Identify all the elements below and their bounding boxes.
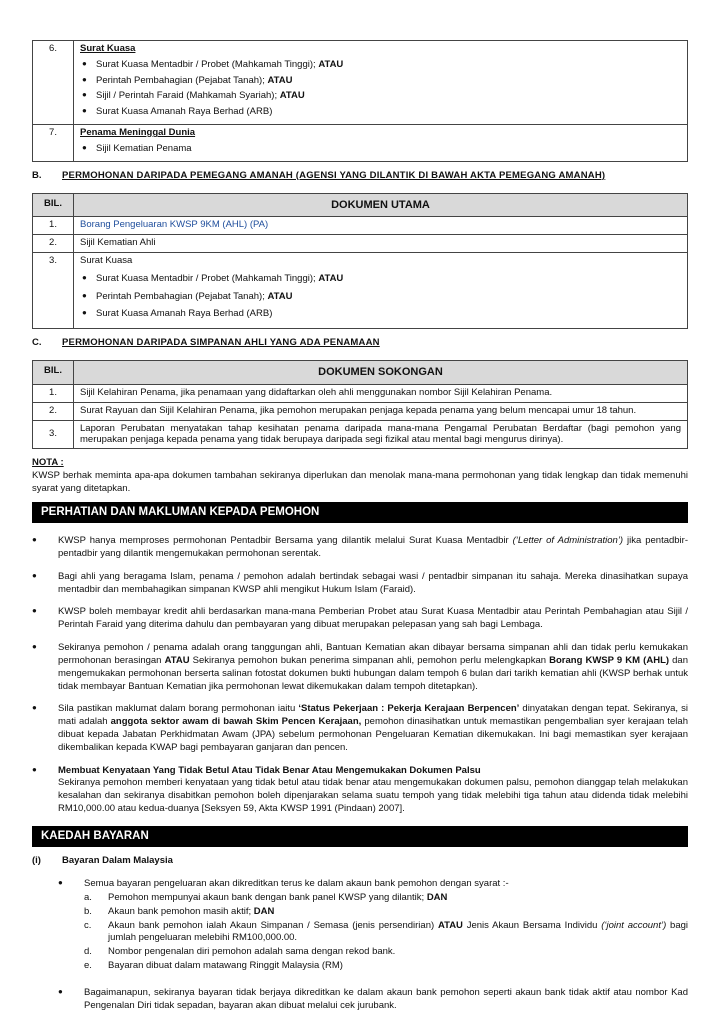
col-bil: BIL. — [33, 193, 74, 217]
bullet-icon: ● — [32, 606, 37, 616]
table-row — [33, 384, 688, 402]
list-item: ● Sijil Kematian Penama — [80, 143, 681, 156]
table-row — [33, 41, 688, 125]
row-number: 6. — [33, 41, 74, 125]
row-title: Penama Meninggal Dunia — [80, 127, 196, 139]
row-content: Surat Rayuan dan Sijil Kelahiran Penama, jika pemohon merupakan penjaga kepada penama yang belum mencapai umur 18 tahun. — [74, 402, 688, 420]
list-item: ● Surat Kuasa Amanah Raya Berhad (ARB) — [80, 308, 681, 321]
bullet-icon: ● — [32, 570, 37, 580]
bullet-icon: ● — [32, 703, 37, 713]
section-c-table — [32, 360, 688, 449]
payment-subheading: (i) Bayaran Dalam Malaysia — [32, 855, 173, 867]
warning-text: Sekiranya pemohon memberi kenyataan yang tidak betul atau tidak benar atau mengemukakan dokumen palsu, pemohon dianggap telah melakukan kesalahan dan sekiranya disabitkan pemohon boleh dipenjarakan selama suatu tempoh yang tidak melebihi tiga tahun atau didenda tidak melebihi RM10,000.00 atau kedua-duanya [Seksyen 59, Akta KWSP 1991 (Pindaan) 2007]. — [58, 777, 688, 815]
section-c-heading: C. PERMOHONAN DARIPADA SIMPANAN AHLI YANG ADA PENAMAAN — [32, 337, 380, 349]
list-item: ● Perintah Pembahagian (Pejabat Tanah); ATAU — [80, 75, 681, 88]
form-link[interactable]: Borang Pengeluaran KWSP 9KM (AHL) (PA) — [80, 219, 269, 231]
bullet-icon: ● — [32, 642, 37, 652]
col-dokumen: DOKUMEN UTAMA — [74, 193, 688, 217]
row-number: 3. — [33, 252, 74, 328]
condition-item: a. Pemohon mempunyai akaun bank dengan bank panel KWSP yang dilantik; DAN — [84, 891, 448, 903]
table-header-row — [33, 361, 688, 385]
table-row — [33, 217, 688, 235]
row-content: Laporan Perubatan menyatakan tahap kesihatan penama daripada mana-mana Pengamal Perubatan Berdaftar (bagi pemohon yang merupakan penjaga kepada penama yang tidak berupaya daripada segi fizikal atau mental bagi mengurus dirinya). — [74, 420, 688, 449]
bullet-icon: ● — [32, 535, 37, 545]
list-item: ● Surat Kuasa Mentadbir / Probet (Mahkamah Tinggi); ATAU — [80, 59, 681, 72]
continued-document-table — [32, 40, 688, 162]
kaedah-banner: KAEDAH BAYARAN — [32, 826, 688, 848]
row-content — [74, 252, 688, 328]
notice-paragraph: ● KWSP boleh membayar kredit ahli berdasarkan mana-mana Pemberian Probet atau Surat Kuasa Mentadbir atau Perintah Pembahagian atau Sijil / Perintah Faraid yang diterima dahulu dan pembayaran yang dibuat merupakan pelepasan yang sah bagi Lembaga. — [32, 606, 688, 631]
table-row — [33, 402, 688, 420]
bullet-list — [80, 59, 681, 119]
notice-paragraph: ● Bagi ahli yang beragama Islam, penama / pemohon adalah bertindak sebagai wasi / pentadbir simpanan itu sahaja. Mereka dinasihatkan supaya mentadbir dan membahagikan simpanan KWSP ahli mengikut Hukum Islam (Faraid). — [32, 570, 688, 595]
perhatian-banner: PERHATIAN DAN MAKLUMAN KEPADA PEMOHON — [32, 502, 688, 524]
bullet-list — [80, 273, 681, 321]
notice-paragraph — [32, 765, 688, 816]
row-number: 3. — [33, 420, 74, 449]
row-number: 1. — [33, 217, 74, 235]
row-number: 2. — [33, 402, 74, 420]
nota-text: KWSP berhak meminta apa-apa dokumen tambahan sekiranya diperlukan dan menolak mana-mana permohonan yang tidak lengkap dan tidak memenuhi syarat yang ditetapkan. — [32, 470, 688, 494]
payment-paragraph: ● Semua bayaran pengeluaran akan dikreditkan terus ke dalam akaun bank pemohon dengan syarat :- a. Pemohon mempunyai akaun bank dengan bank panel KWSP yang dilantik; DAN b. Akaun bank pemohon masih aktif; DAN c. Akaun bank pemohon ialah Akaun Simpanan / Semasa (jenis persendirian) ATAU Jenis Akaun Bersama Individu (‘joint account’) bagi jumlah pengeluaran melebihi RM100,000.00. d. Nombor pengenalan diri pemohon adalah sama dengan rekod bank. e. Bayaran dibuat dalam matawang Ringgit Malaysia (RM) — [58, 878, 689, 972]
bullet-icon: ● — [58, 986, 63, 996]
list-item: ● Surat Kuasa Mentadbir / Probet (Mahkamah Tinggi); ATAU — [80, 273, 681, 286]
condition-item: c. Akaun bank pemohon ialah Akaun Simpanan / Semasa (jenis persendirian) ATAU Jenis Akaun Bersama Individu (‘joint account’) bagi jumlah pengeluaran melebihi RM100,000.00. — [84, 919, 689, 944]
col-bil: BIL. — [33, 361, 74, 385]
row-number: 7. — [33, 125, 74, 162]
document-page — [32, 0, 688, 1012]
notice-paragraph: ● Sila pastikan maklumat dalam borang permohonan iaitu ‘Status Pekerjaan : Pekerja Kerajaan Berpencen’ dinyatakan dengan tepat. Sekiranya, si mati adalah anggota sektor awam di bawah Skim Pencen Kerajaan, pemohon dinasihatkan untuk memastikan pengembalian syer kerajaan telah dibuat kepada Jabatan Perkhidmatan Awam (JPA) sebelum permohonan Pengeluaran Kematian dikemukakan. Ini bagi memastikan syer kerajaan dikembalikan kepada KWAP bagi pembayaran ganjaran dan pencen. — [32, 703, 688, 753]
bullet-list — [80, 143, 681, 156]
list-item: ● Surat Kuasa Amanah Raya Berhad (ARB) — [80, 106, 681, 119]
row-title: Surat Kuasa — [80, 43, 136, 54]
table-row — [33, 235, 688, 253]
row-content: Sijil Kematian Ahli — [74, 235, 688, 253]
notice-paragraph: ● KWSP hanya memproses permohonan Pentadbir Bersama yang dilantik melalui Surat Kuasa Mentadbir (‘Letter of Administration’) jika pentadbir-pentadbir yang dilantik mengemukakan permohonan serentak. — [32, 535, 688, 560]
nota-block — [32, 457, 688, 495]
nota-label: NOTA : — [32, 457, 64, 469]
table-row — [33, 125, 688, 162]
warning-title: Membuat Kenyataan Yang Tidak Betul Atau Tidak Benar Atau Mengemukakan Dokumen Palsu — [58, 764, 481, 776]
table-header-row — [33, 193, 688, 217]
condition-item: d. Nombor pengenalan diri pemohon adalah sama dengan rekod bank. — [84, 946, 396, 958]
table-row — [33, 252, 688, 328]
condition-item: b. Akaun bank pemohon masih aktif; DAN — [84, 905, 275, 917]
section-b-heading: B. PERMOHONAN DARIPADA PEMEGANG AMANAH (AGENSI YANG DILANTIK DI BAWAH AKTA PEMEGANG AMANAH) — [32, 169, 606, 181]
bullet-icon: ● — [58, 878, 63, 888]
payment-paragraph: ● Bagaimanapun, sekiranya bayaran tidak berjaya dikreditkan ke dalam akaun bank pemohon seperti akaun bank tidak aktif atau nombor Kad Pengenalan Diri tidak sepadan, bayaran akan dibuat melalui cek jurubank. — [58, 986, 688, 1011]
notice-paragraph: ● Sekiranya pemohon / penama adalah orang tanggungan ahli, Bantuan Kematian akan dibayar bersama simpanan ahli dan tidak perlu kemukakan permohonan berasingan ATAU Sekiranya pemohon bukan penerima simpanan ahli, pemohon perlu melengkapkan Borang KWSP 9 KM (AHL) dan mengemukakan permohonan berserta salinan fotostat dokumen bukti hubungan dalam tempoh 6 bulan dari tarikh kematian ahli (KWSP berhak untuk tidak membayar Bantuan Kematian jika permohonan lewat dikemukakan dalam tempoh ditetapkan). — [32, 642, 689, 692]
row-content[interactable] — [74, 217, 688, 235]
condition-item: e. Bayaran dibuat dalam matawang Ringgit Malaysia (RM) — [84, 960, 343, 972]
row-number: 2. — [33, 235, 74, 253]
row-content — [74, 125, 688, 162]
table-row — [33, 420, 688, 449]
row-content — [74, 41, 688, 125]
list-item: ● Sijil / Perintah Faraid (Mahkamah Syariah); ATAU — [80, 90, 681, 103]
row-content: Sijil Kelahiran Penama, jika penamaan yang didaftarkan oleh ahli menggunakan nombor Sijil Kelahiran Penama. — [74, 384, 688, 402]
list-item: ● Perintah Pembahagian (Pejabat Tanah); ATAU — [80, 291, 681, 304]
row-number: 1. — [33, 384, 74, 402]
col-dokumen: DOKUMEN SOKONGAN — [74, 361, 688, 385]
row-title: Surat Kuasa — [80, 254, 133, 266]
section-b-table — [32, 193, 688, 330]
bullet-icon: ● — [32, 764, 37, 774]
